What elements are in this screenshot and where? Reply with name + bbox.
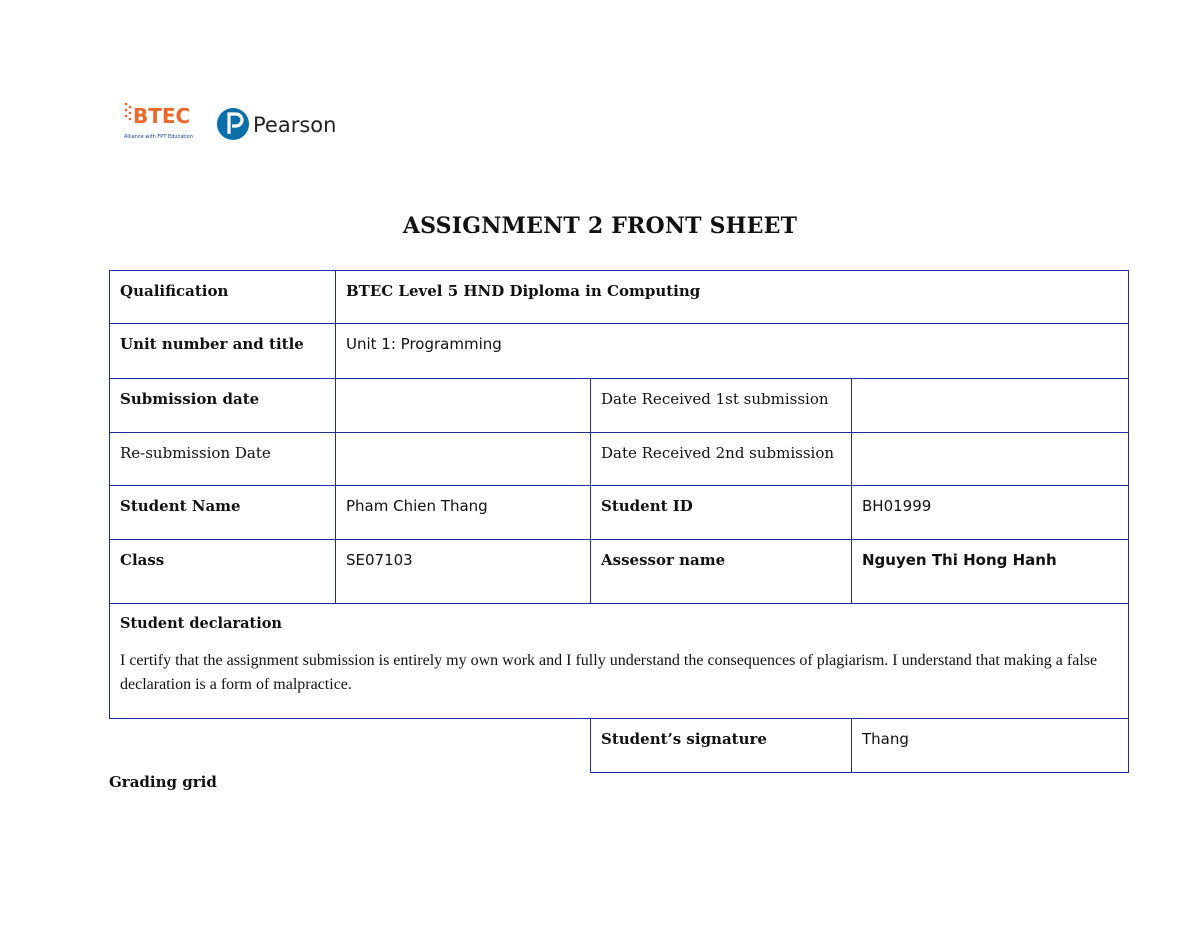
- submission-date-label: Submission date: [110, 379, 336, 433]
- resubmission-date-value[interactable]: [336, 433, 591, 486]
- btec-logo-text: BTEC: [133, 104, 191, 128]
- date-received-2-value[interactable]: [852, 433, 1129, 486]
- submission-date-value[interactable]: [336, 379, 591, 433]
- student-id-value: BH01999: [852, 486, 1129, 540]
- pearson-logo: [217, 104, 337, 144]
- front-sheet-table: [109, 270, 1129, 773]
- page-title: ASSIGNMENT 2 FRONT SHEET: [402, 213, 798, 239]
- submission-row: [110, 379, 1129, 433]
- assessor-label: Assessor name: [591, 540, 852, 604]
- date-received-1-label: Date Received 1st submission: [591, 379, 852, 433]
- assessor-value: Nguyen Thi Hong Hanh: [852, 540, 1129, 604]
- date-received-2-label: Date Received 2nd submission: [591, 433, 852, 486]
- student-row: [110, 486, 1129, 540]
- qualification-row: [110, 271, 1129, 324]
- pearson-logo-text: Pearson: [253, 113, 337, 137]
- declaration-text: I certify that the assignment submission is entirely my own work and I fully understand the consequences of plagiarism. I understand that making a false declaration is a form of malpractice.: [120, 652, 1098, 693]
- class-value: SE07103: [336, 540, 591, 604]
- unit-value: Unit 1: Programming: [336, 324, 1129, 379]
- class-label: Class: [110, 540, 336, 604]
- signature-label: Student’s signature: [591, 719, 852, 773]
- grading-grid-heading: Grading grid: [109, 773, 217, 791]
- resubmission-date-label: Re-submission Date: [110, 433, 336, 486]
- btec-logo-tagline: Alliance with FPT Education: [124, 134, 193, 140]
- student-name-label: Student Name: [110, 486, 336, 540]
- qualification-value: BTEC Level 5 HND Diploma in Computing: [336, 271, 1129, 324]
- unit-row: [110, 324, 1129, 379]
- declaration-row: [110, 604, 1129, 719]
- signature-value: Thang: [852, 719, 1129, 773]
- signature-row: [110, 719, 1129, 773]
- declaration-label: Student declaration: [120, 615, 282, 632]
- unit-label: Unit number and title: [110, 324, 336, 379]
- btec-logo: [122, 100, 197, 145]
- student-id-label: Student ID: [591, 486, 852, 540]
- signature-spacer: [110, 719, 591, 773]
- date-received-1-value[interactable]: [852, 379, 1129, 433]
- qualification-label: Qualification: [110, 271, 336, 324]
- resubmission-row: [110, 433, 1129, 486]
- student-name-value: Pham Chien Thang: [336, 486, 591, 540]
- class-row: [110, 540, 1129, 604]
- declaration-cell: [110, 604, 1129, 719]
